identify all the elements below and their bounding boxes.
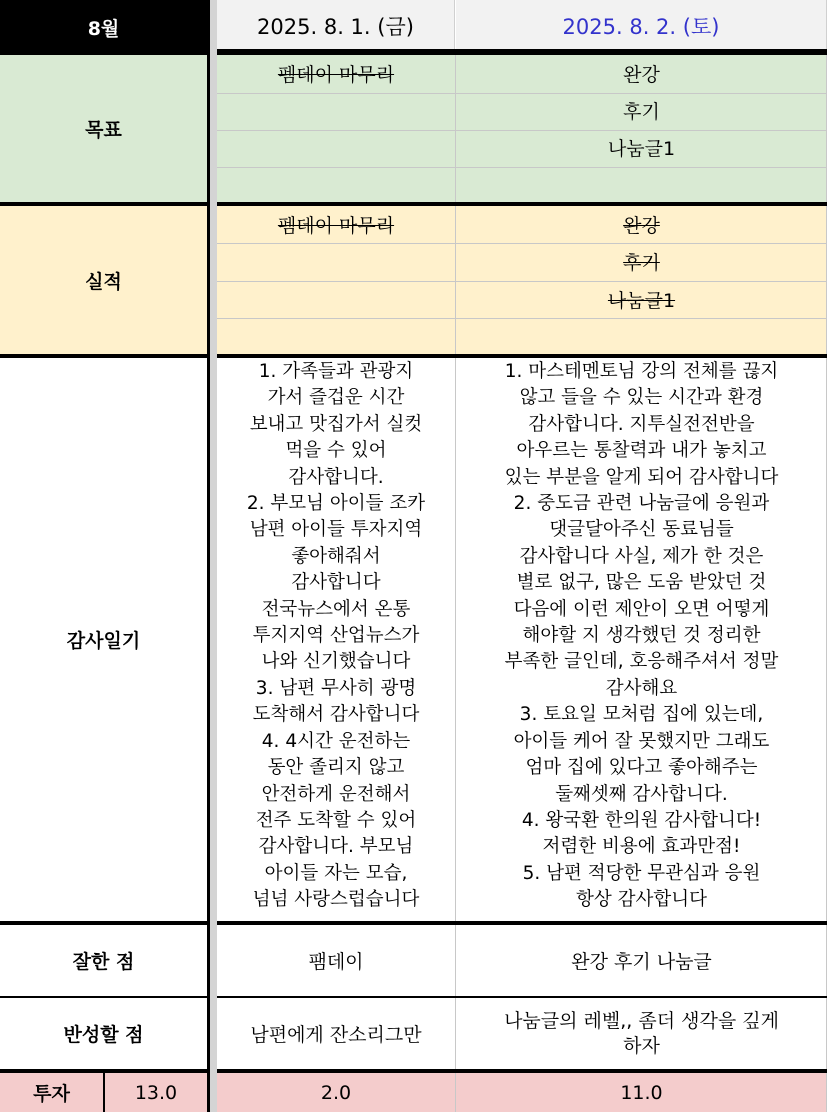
frozen-pane-separator: [207, 0, 217, 1112]
result-day1-item[interactable]: 펨데이 마무리: [277, 215, 395, 237]
row-divider: [217, 167, 827, 168]
row-divider: [217, 318, 827, 319]
good-day2[interactable]: 완강 후기 나눔글: [571, 951, 712, 973]
reflect-label: 반성할 점: [63, 1024, 144, 1046]
goal-day2-item[interactable]: 후기: [623, 101, 660, 123]
diary-label: 감사일기: [66, 630, 141, 652]
invest-day1[interactable]: 2.0: [320, 1081, 352, 1104]
date-header-1[interactable]: 2025. 8. 1. (금): [217, 0, 455, 51]
good-label: 잘한 점: [72, 951, 135, 973]
result-label: 실적: [85, 270, 122, 293]
result-day2-item[interactable]: 나눔글1: [607, 290, 676, 312]
good-day1[interactable]: 팸데이: [308, 951, 364, 973]
result-day2-item[interactable]: 후기: [623, 252, 660, 274]
reflect-day1[interactable]: 남편에게 잔소리그만: [250, 1024, 422, 1046]
date-header-2[interactable]: 2025. 8. 2. (토): [456, 0, 827, 51]
goal-day2-item[interactable]: 완강: [623, 64, 660, 86]
month-header: 8월: [0, 0, 207, 55]
invest-label: 투자: [33, 1083, 70, 1105]
diary-day2[interactable]: 1. 마스테멘토님 강의 전체를 끊지 않고 들을 수 있는 시간과 환경 감사합니다. 지투실전전반을 아우르는 통찰력과 내가 놓치고 있는 부분을 알게 되어 감사합니다 2. 중도금 관련 나눔글에 응원과 댓글달아주신 동료님들 감사합니다 사실, 제가 한 것은 별로 없구, 많은 도움 받았던 것 다음에 이런 제안이 오면 어떻게 해야할 지 생각했던 것 정리한 부족한 글인데, 호응해주셔서 정말 감사해요 3. 토요일 모처럼 집에 있는데, 아이들 케어 잘 못했지만 그래도 엄마 집에 있다고 좋아해주는 둘째셋째 감사합니다. 4. 왕국환 한의원 감사합니다! 저렴한 비용에 효과만점! 5. 남편 적당한 무관심과 응원 항상 감사합니다: [504, 361, 779, 911]
diary-day1[interactable]: 1. 가족들과 관광지 가서 즐겁운 시간 보내고 맛집가서 실컷 먹을 수 있어 감사합니다. 2. 부모님 아이들 조카 남편 아이들 투자지역 좋아해줘서 감사합니다 전국뉴스에서 온통 투지지역 산업뉴스가 나와 신기했습니다 3. 남편 무사히 광명 도착해서 감사합니다 4. 4시간 운전하는 동안 졸리지 않고 안전하게 운전해서 전주 도착할 수 있어 감사합니다. 부모님 아이들 자는 모습, 넘넘 사랑스럽습니다: [246, 361, 426, 911]
goal-day2-item[interactable]: 나눔글1: [607, 138, 676, 160]
invest-day2[interactable]: 11.0: [620, 1081, 663, 1104]
reflect-day2[interactable]: 나눔글의 레벨,, 좀더 생각을 깊게 하자: [504, 1009, 779, 1057]
invest-total[interactable]: 13.0: [134, 1081, 178, 1104]
result-day2-item[interactable]: 완강: [623, 215, 660, 237]
goal-day1-item[interactable]: 펨데이 마무리: [277, 64, 395, 86]
goal-label: 목표: [85, 119, 122, 141]
